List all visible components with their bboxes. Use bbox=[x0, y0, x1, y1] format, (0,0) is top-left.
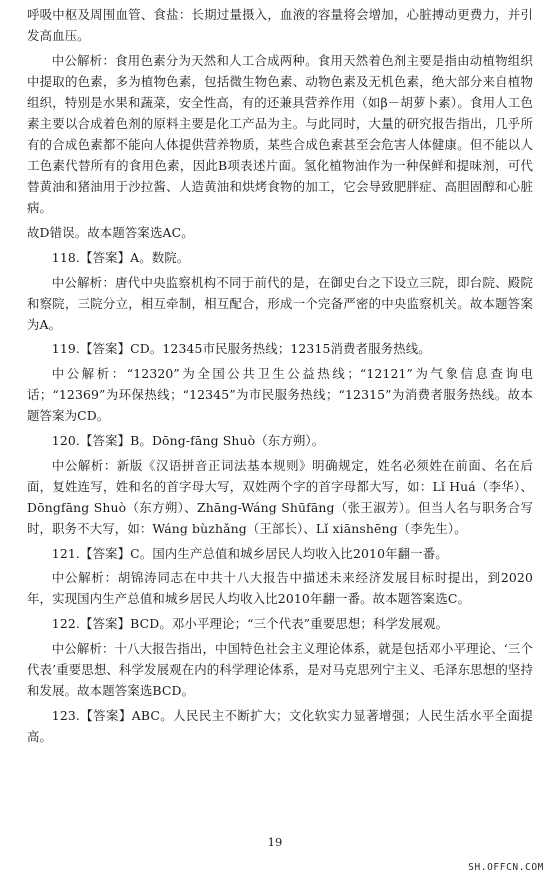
answer-paragraph: 121.【答案】C。国内生产总值和城乡居民人均收入比2010年翻一番。 bbox=[51, 545, 448, 561]
paragraph: 中公解析：唐代中央监察机构不同于前代的是，在御史台之下设立三院，即台院、殿院和察院，三院分立，相互牵制，相互配合，形成一个完备严密的中央监察机关。故本题答案为A。 bbox=[27, 274, 533, 332]
paragraph: 中公解析：食用色素分为天然和人工合成两种。食用天然着色剂主要是指由动植物组织中提取的色素，多为植物色素，包括微生物色素、动物色素及无机色素，绝大部分来自植物组织，特别是水果和蔬菜，安全性高，有的还兼具营养作用（如β－胡萝卜素）。食用人工色素主要以合成着色剂的原料主要是化工产品为主。与此同时，大量的研究报告指出，几乎所有的合成色素都不能向人体提供营养物质，某些合成色素甚至会危害人体健康。但不能以人工色素代替所有的食用色素，因此B项表述片面。氢化植物油作为一种保鲜和提味剂，可代替黄油和猪油用于沙拉酱、人造黄油和烘烤食物的加工，它会导致肥胖症、高胆固醇和心脏病。 bbox=[27, 52, 533, 216]
answer-paragraph: 123.【答案】ABC。人民民主不断扩大；文化软实力显著增强；人民生活水平全面提高。 bbox=[27, 707, 533, 744]
paragraph: 呼吸中枢及周围血管、食盐：长期过量摄入，血液的容量将会增加，心脏搏动更费力，并引发高血压。 bbox=[27, 7, 533, 44]
paragraph: 中公解析：新版《汉语拼音正词法基本规则》明确规定，姓名必须姓在前面、名在后面，复姓连写，姓和名的首字母大写，双姓两个字的首字母都大写，如：Lǐ Huá（李华）、Dōngfāng Shuò（东方朔）、Zhāng-Wáng Shūfāng（张王淑芳）。但当人名与职务合写时，职务不大写，如：Wáng bùzhǎng（王部长）、Lǐ xiānshēng（李先生）。 bbox=[27, 457, 533, 536]
body-text bbox=[27, 4, 533, 750]
paragraph: 中公解析：“12320”为全国公共卫生公益热线；“12121”为气象信息查询电话；“12369”为环保热线；“12345”为市民服务热线；“12315”为消费者服务热线。故本题答案为CD。 bbox=[27, 366, 533, 424]
answer-paragraph: 118.【答案】A。数院。 bbox=[51, 249, 190, 265]
answer-paragraph: 122.【答案】BCD。邓小平理论；“三个代表”重要思想；科学发展观。 bbox=[51, 616, 449, 632]
paragraph: 故D错误。故本题答案选AC。 bbox=[27, 225, 194, 241]
answer-paragraph: 119.【答案】CD。12345市民服务热线；12315消费者服务热线。 bbox=[51, 341, 431, 357]
answer-paragraph: 120.【答案】B。Dōng-fāng Shuò（东方朔）。 bbox=[51, 432, 325, 448]
watermark: SH.OFFCN.COM bbox=[468, 862, 544, 873]
paragraph: 中公解析：胡锦涛同志在中共十八大报告中描述未来经济发展目标时提出，到2020年，实现国内生产总值和城乡居民人均收入比2010年翻一番。故本题答案选C。 bbox=[27, 570, 533, 607]
page-number: 19 bbox=[267, 835, 283, 849]
paragraph: 中公解析：十八大报告指出，中国特色社会主义理论体系，就是包括邓小平理论、‘三个代表’重要思想、科学发展观在内的科学理论体系，是对马克思列宁主义、毛泽东思想的坚持和发展。故本题答案选BCD。 bbox=[27, 640, 533, 698]
